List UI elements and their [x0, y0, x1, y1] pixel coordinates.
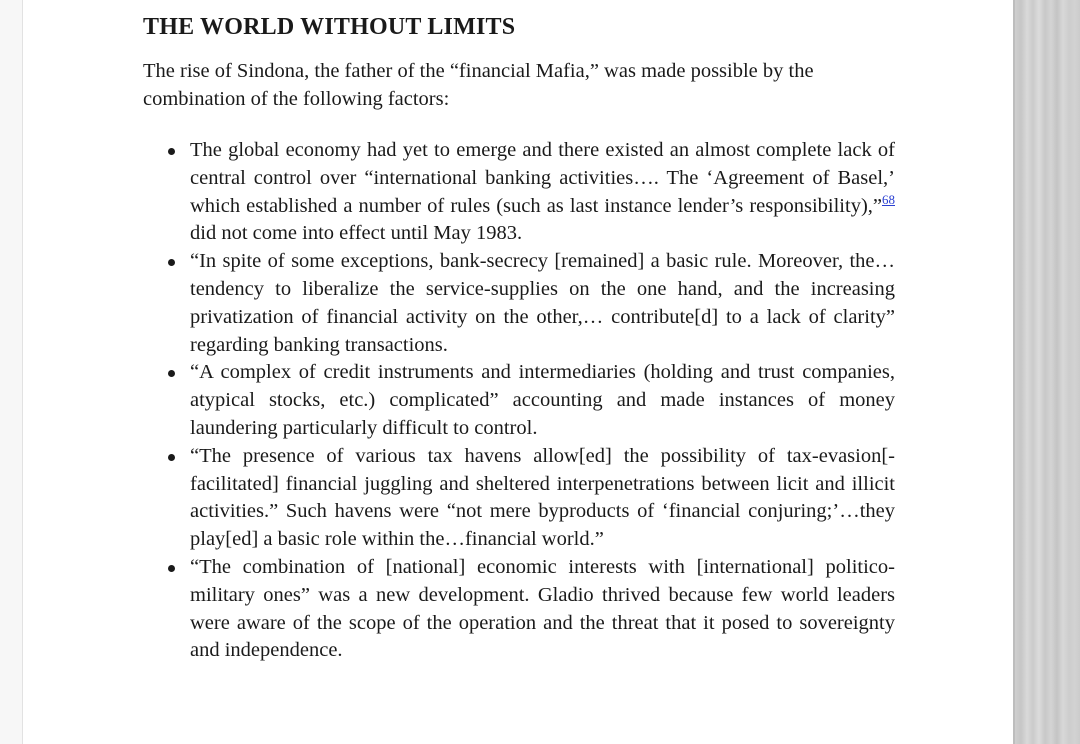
- list-item: [190, 248, 895, 359]
- bullet-icon: [168, 565, 175, 572]
- footnote-link[interactable]: 68: [882, 191, 895, 207]
- document-page: [23, 0, 1013, 744]
- list-item: [190, 443, 895, 554]
- list-item-text: The global economy had yet to emerge and there existed an almost complete lack of central control over “international banking activities…. The ‘Agreement of Basel,’ which established a number of rules (such as last instance lender’s responsibility),”: [190, 139, 895, 217]
- scrollbar-track[interactable]: [1013, 0, 1080, 744]
- list-item-text: “The presence of various tax havens allow[ed] the possibility of tax-evasion[-facilitated] financial juggling and sheltered interpenetrations between licit and illicit activities.” Such havens were “not mere byproducts of ‘financial conjuring;’…they play[ed] a basic role within the…financial world.”: [190, 444, 895, 551]
- section-heading: THE WORLD WITHOUT LIMITS: [143, 14, 516, 40]
- list-item: [190, 137, 895, 248]
- list-item-text: “A complex of credit instruments and intermediaries (holding and trust companies, atypical stocks, etc.) complicated” accounting and made instances of money laundering particularly difficult to control.: [190, 361, 895, 439]
- bullet-icon: [168, 148, 175, 155]
- factors-list: [143, 137, 895, 665]
- list-item-text: “In spite of some exceptions, bank-secrecy [remained] a basic rule. Moreover, the…tendency to liberalize the service-supplies on the one hand, and the increasing privatization of financial activity on the other,… contribute[d] to a lack of clarity” regarding banking transactions.: [190, 250, 895, 356]
- page-content: [143, 12, 895, 665]
- left-margin: [0, 0, 23, 744]
- bullet-icon: [168, 259, 175, 266]
- list-item-text: did not come into effect until May 1983.: [190, 222, 523, 245]
- bullet-icon: [168, 370, 175, 377]
- bullet-icon: [168, 454, 175, 461]
- list-item: [190, 554, 895, 665]
- list-item: [190, 359, 895, 442]
- intro-paragraph: The rise of Sindona, the father of the “financial Mafia,” was made possible by the combination of the following factors:: [143, 60, 814, 110]
- list-item-text: “The combination of [national] economic interests with [international] politico-military ones” was a new development. Gladio thrived because few world leaders were aware of the scope of the operation and the threat that it posed to sovereignty and independence.: [190, 555, 895, 662]
